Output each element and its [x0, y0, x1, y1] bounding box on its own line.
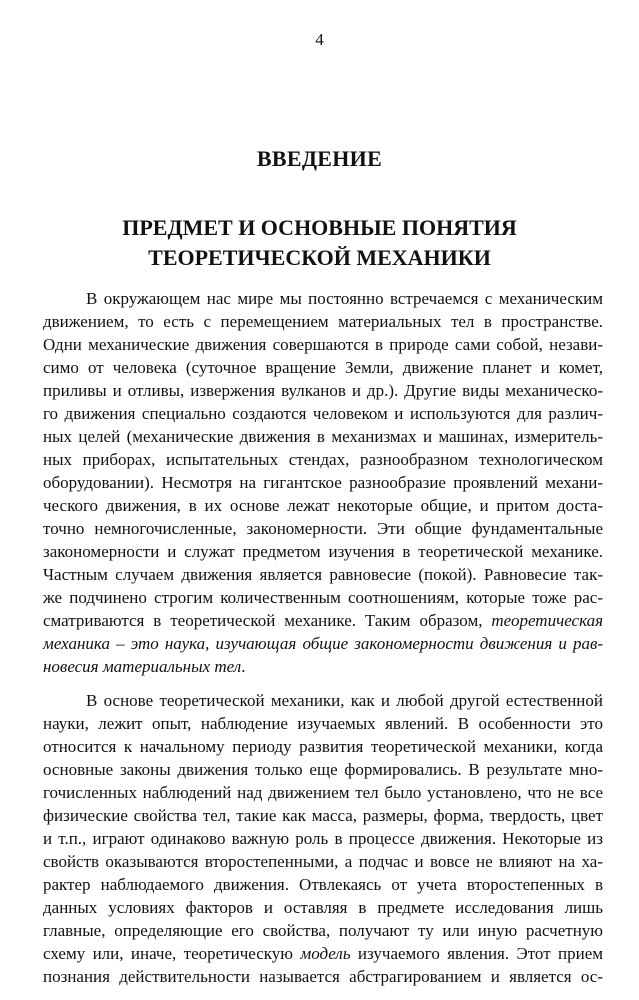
paragraph-2-line: относится к начальному периоду развития теоретической механики, когда: [43, 737, 603, 756]
definition-emphasis: механика – это наука, изучающая общие закономерности движения и рав-: [43, 634, 603, 653]
paragraph-1-line: ческого движения, в их основе лежат некоторые общие, и притом доста-: [43, 496, 603, 515]
paragraph-1-line: приливы и отливы, извержения вулканов и др.). Другие виды механическо-: [43, 381, 603, 400]
paragraph-1-line: оборудовании). Несмотря на гигантское разнообразие проявлений механи-: [43, 473, 603, 492]
chapter-title: ВВЕДЕНИЕ: [256, 146, 383, 171]
paragraph-1-line: ных приборах, испытательных стендах, разнообразном технологическом: [43, 450, 603, 469]
paragraph-2-line: гочисленных наблюдений над движением тел было установлено, что не все: [43, 783, 603, 802]
page-number: 4: [315, 30, 324, 49]
section-title: [0, 213, 639, 273]
paragraph-2-line: В основе теоретической механики, как и любой другой естественной: [86, 691, 603, 710]
paragraph-1-line: симо от человека (суточное вращение Земли, движение планет и комет,: [43, 358, 603, 377]
paragraph-2-line: данных условиях факторов и оставляя в предмете исследования лишь: [43, 898, 603, 917]
paragraph-2-line: схему или, иначе, теоретическую модель изучаемого явления. Этот прием: [43, 944, 603, 963]
paragraph-1-line: новесия материальных тел.: [43, 657, 246, 676]
paragraph-1-line: точно немногочисленные, закономерности. Эти общие фундаментальные: [43, 519, 603, 538]
paragraph-1-line: закономерности и служат предметом изучения в теоретической механике.: [43, 542, 603, 561]
paragraph-1-line: [43, 633, 603, 655]
paragraph-2-line: и т.п., играют одинаково важную роль в процессе движения. Некоторые из: [43, 829, 603, 848]
paragraph-2-line: основные законы движения только еще формировались. В результате мно-: [43, 760, 603, 779]
section-title-line-1: ПРЕДМЕТ И ОСНОВНЫЕ ПОНЯТИЯ: [122, 215, 517, 240]
paragraph-1-line: Частным случаем движения является равновесие (покой). Равновесие так-: [43, 565, 603, 584]
paragraph-2-line: главные, определяющие его свойства, получают ту или иную расчетную: [43, 921, 603, 940]
model-emphasis: модель: [300, 944, 351, 963]
paragraph-2-line: рактер наблюдаемого движения. Отвлекаясь от учета второстепенных в: [43, 875, 603, 894]
definition-emphasis: новесия материальных тел: [43, 657, 242, 676]
section-title-line-2: ТЕОРЕТИЧЕСКОЙ МЕХАНИКИ: [148, 245, 491, 270]
paragraph-2-line: познания действительности называется абстрагированием и является ос-: [43, 967, 603, 986]
paragraph-1-line: В окружающем нас мире мы постоянно встречаемся с механическим: [86, 289, 603, 308]
paragraph-1-line: го движения специально создаются человеком и используются для различ-: [43, 404, 603, 423]
paragraph-1-line: же подчинено строгим количественным соотношениям, которые тоже рас-: [43, 588, 603, 607]
paragraph-1-line: ных целей (механические движения в механизмах и машинах, измеритель-: [43, 427, 603, 446]
definition-emphasis: теоретическая: [491, 611, 603, 630]
paragraph-2-line: науки, лежит опыт, наблюдение изучаемых явлений. В особенности это: [43, 714, 603, 733]
paragraph-1-line: сматриваются в теоретической механике. Таким образом, теоретическая: [43, 611, 603, 630]
paragraph-2-line: свойств оказываются второстепенными, а подчас и вовсе не влияют на ха-: [43, 852, 603, 871]
paragraph-1-line: движением, то есть с перемещением материальных тел в пространстве.: [43, 312, 603, 331]
paragraph-1-line: Одни механические движения совершаются в природе сами собой, незави-: [43, 335, 603, 354]
paragraph-2-line: физические свойства тел, такие как масса, размеры, форма, твердость, цвет: [43, 806, 603, 825]
